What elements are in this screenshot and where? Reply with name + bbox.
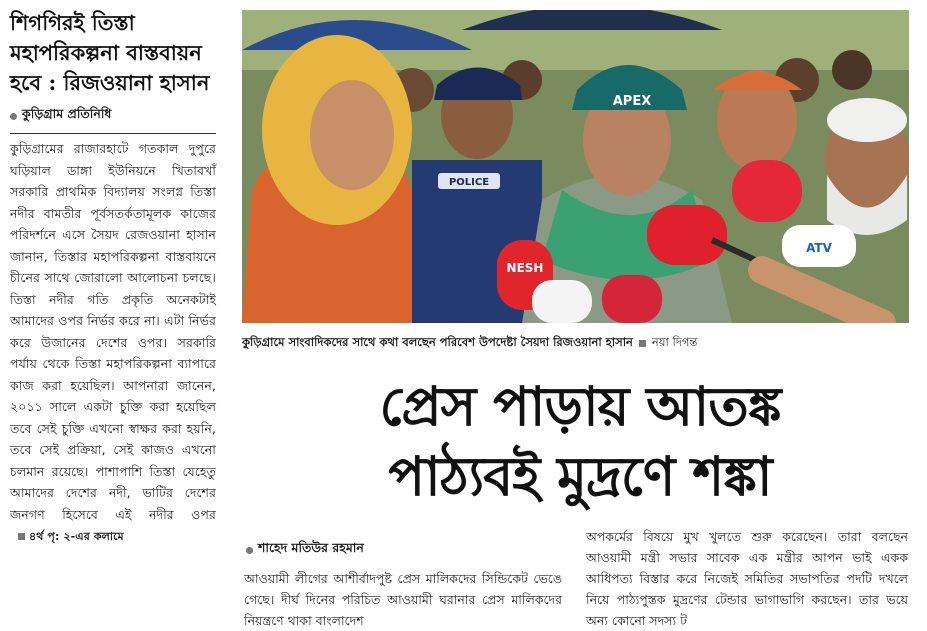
left-article-body: [10, 138, 216, 547]
bullet-icon: [10, 113, 17, 120]
mic-nesh-text: NESH: [506, 261, 544, 275]
photo-caption: [242, 334, 909, 353]
square-icon: [639, 340, 646, 347]
main-article-byline: [246, 540, 364, 560]
byline-divider: [10, 133, 216, 134]
news-photo: [242, 10, 909, 323]
main-article-column-2: অপকর্মের বিষয়ে মুখ খুলতে শুরু করেছেন। তারা বলছেন আওয়ামী মন্ত্রী সভার সাবেক এক মন্ত্রীর আপন ভাই একক আধিপত্য বিস্তার করে নিজেই সমিতির সভাপতির পদটি দখলে নিয়ে পাঠ্যপুস্তক মুদ্রণের টেন্ডার ভাগাভাগি করছেন। তার ভয়ে অন্য কোনো সদস্য ট: [586, 529, 908, 628]
mic-atv-text: ATV: [806, 241, 832, 255]
main-headline-line1: প্রেস পাড়ায় আতঙ্ক: [379, 375, 781, 438]
mic-red-1: [647, 205, 727, 265]
caption-text: কুড়িগ্রামে সাংবাদিকদের সাথে কথা বলছেন পরিবেশ উপদেষ্টা সৈয়দা রিজওয়ানা হাসান: [242, 335, 633, 349]
photo-credit: নয়া দিগন্ত: [651, 335, 698, 349]
main-headline: [300, 372, 860, 512]
bullet-icon: [246, 547, 253, 554]
left-article-byline: [10, 106, 216, 126]
square-icon: [18, 533, 25, 540]
mic-red-2: [732, 160, 802, 222]
left-article: [10, 8, 216, 547]
main-byline-text: শাহেদ মতিউর রহমান: [258, 540, 364, 555]
left-byline-text: কুড়িগ্রাম প্রতিনিধি: [22, 106, 112, 121]
main-article-column-1: আওয়ামী লীগের আশীর্বাদপুষ্ট প্রেস মালিকদের সিন্ডিকেট ভেঙে গেছে। দীর্ঘ দিনের পরিচিত আওয়ামী ঘরানার প্রেস মালিকদের নিয়ন্ত্রণে থাকা বাংলাদেশ: [244, 571, 562, 628]
police-badge-text: POLICE: [448, 177, 490, 188]
main-headline-line2: পাঠ্যবই মুদ্রণে শঙ্কা: [388, 445, 772, 508]
left-article-headline: শিগগিরই তিস্তা মহাপরিকল্পনা বাস্তবায়ন হবে : রিজওয়ানা হাসান: [10, 10, 210, 95]
continued-text: ৪র্থ পৃ: ২-এর কলামে: [29, 529, 124, 543]
cap-text: APEX: [612, 94, 652, 109]
continued-marker: [18, 526, 124, 548]
face-left: [310, 80, 394, 190]
photo-illustration: [242, 10, 909, 323]
left-article-body-text: কুড়িগ্রামের রাজারহাটে গতকাল দুপুরে ঘড়িয়াল ডাঙ্গা ইউনিয়নে খিতাবখাঁ সরকারি প্রাথমিক বিদ্যালয় সংলগ্ন তিস্তা নদীর বামতীর পূর্বসতর্কতামূলক কাজের পরিদর্শনে এসে সৈয়দ রেজওয়ানা হাসান জানান, তিস্তার মহাপরিকল্পনা বাস্তবায়নে চীনের সাথে জোরালো আলোচনা চলছে। তিস্তা নদীর গতি প্রকৃতি অনেকটাই আমাদের ওপর নির্ভর করে না। এটা নির্ভর করে উজানের দেশের ওপর। সরকারি পর্যায় থেকে তিস্তা মহাপরিকল্পনা ব্যাপারে কাজ করা হয়েছিল। আপনারা জানেন, ২০১১ সালে একটা চুক্তি করা হয়েছিল তবে সেই চুক্তি এখনো স্বাক্ষর করা হয়নি, তবে সেই প্রক্রিয়া, সেই কাজও এখনো চলমান রয়েছে। পাশাপাশি তিস্তা যেহেতু আমাদের দেশের নদী, ভাটির দেশের জনগণ হিসেবে এই নদীর ওপর: [10, 141, 216, 522]
